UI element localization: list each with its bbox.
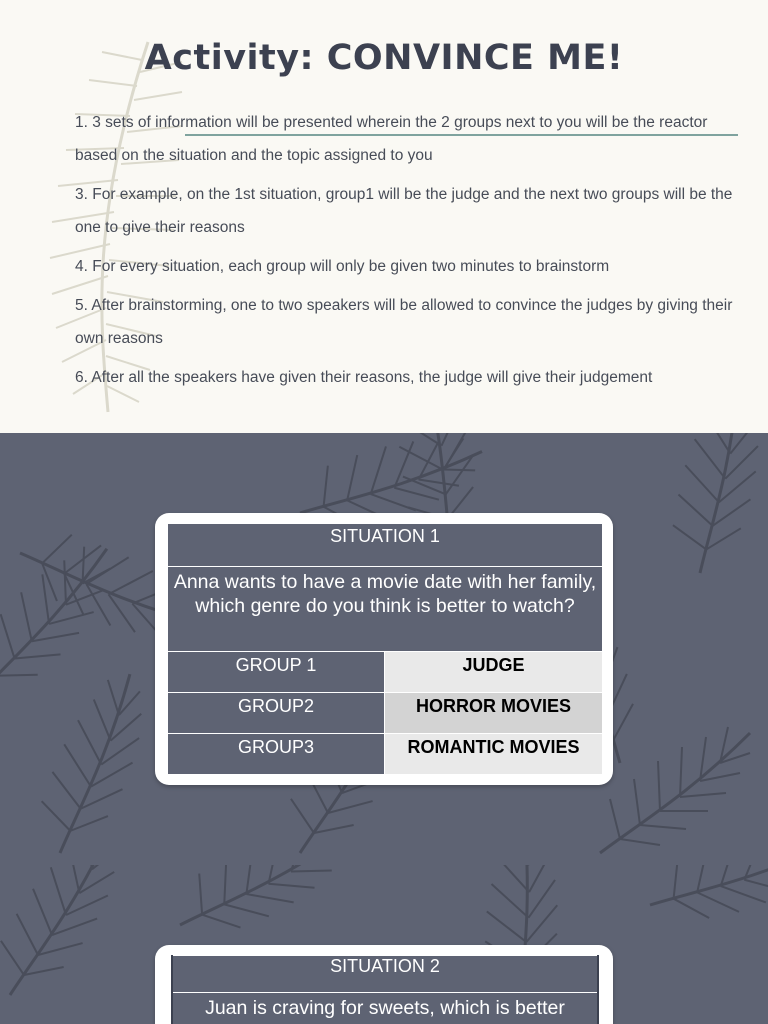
group-cell: GROUP2: [168, 693, 385, 734]
instruction-step: 4. For every situation, each group will only be given two minutes to brainstorm: [75, 258, 610, 275]
group-cell: GROUP3: [168, 734, 385, 775]
situation-2-card: [155, 945, 613, 1024]
situation-heading: SITUATION 1: [168, 524, 603, 567]
slide-situation-2: [0, 865, 768, 1024]
slide-instructions: [0, 0, 768, 433]
situation-question: Anna wants to have a movie date with her family, which genre do you think is better to watch?: [168, 567, 603, 652]
situation-1-table: [167, 523, 603, 775]
situation-question: Juan is craving for sweets, which is better: [172, 993, 598, 1024]
instruction-step: 5. After brainstorming, one to two speakers will be allowed to convince the judges by giving their own reasons: [75, 297, 733, 347]
instruction-step: 3. For example, on the 1st situation, group1 will be the judge and the next two groups will be the one to give their reasons: [75, 186, 733, 236]
group-cell: GROUP 1: [168, 652, 385, 693]
role-cell: HORROR MOVIES: [385, 693, 603, 734]
role-cell: JUDGE: [385, 652, 603, 693]
slide-situation-1: [0, 433, 768, 865]
situation-heading: SITUATION 2: [172, 956, 598, 993]
situation-1-card: [155, 513, 613, 785]
table-row: [168, 734, 603, 775]
instruction-list: [75, 106, 745, 400]
role-cell: ROMANTIC MOVIES: [385, 734, 603, 775]
table-row: [168, 652, 603, 693]
page-title: Activity: CONVINCE ME!: [144, 38, 624, 78]
table-row: [168, 693, 603, 734]
instruction-step: 6. After all the speakers have given their reasons, the judge will give their judgement: [75, 369, 653, 386]
instruction-step: 1. 3 sets of information will be presented wherein the 2 groups next to you will be the reactor based on the situation and the topic assigned to you: [75, 114, 708, 164]
situation-2-table: [171, 955, 599, 1024]
